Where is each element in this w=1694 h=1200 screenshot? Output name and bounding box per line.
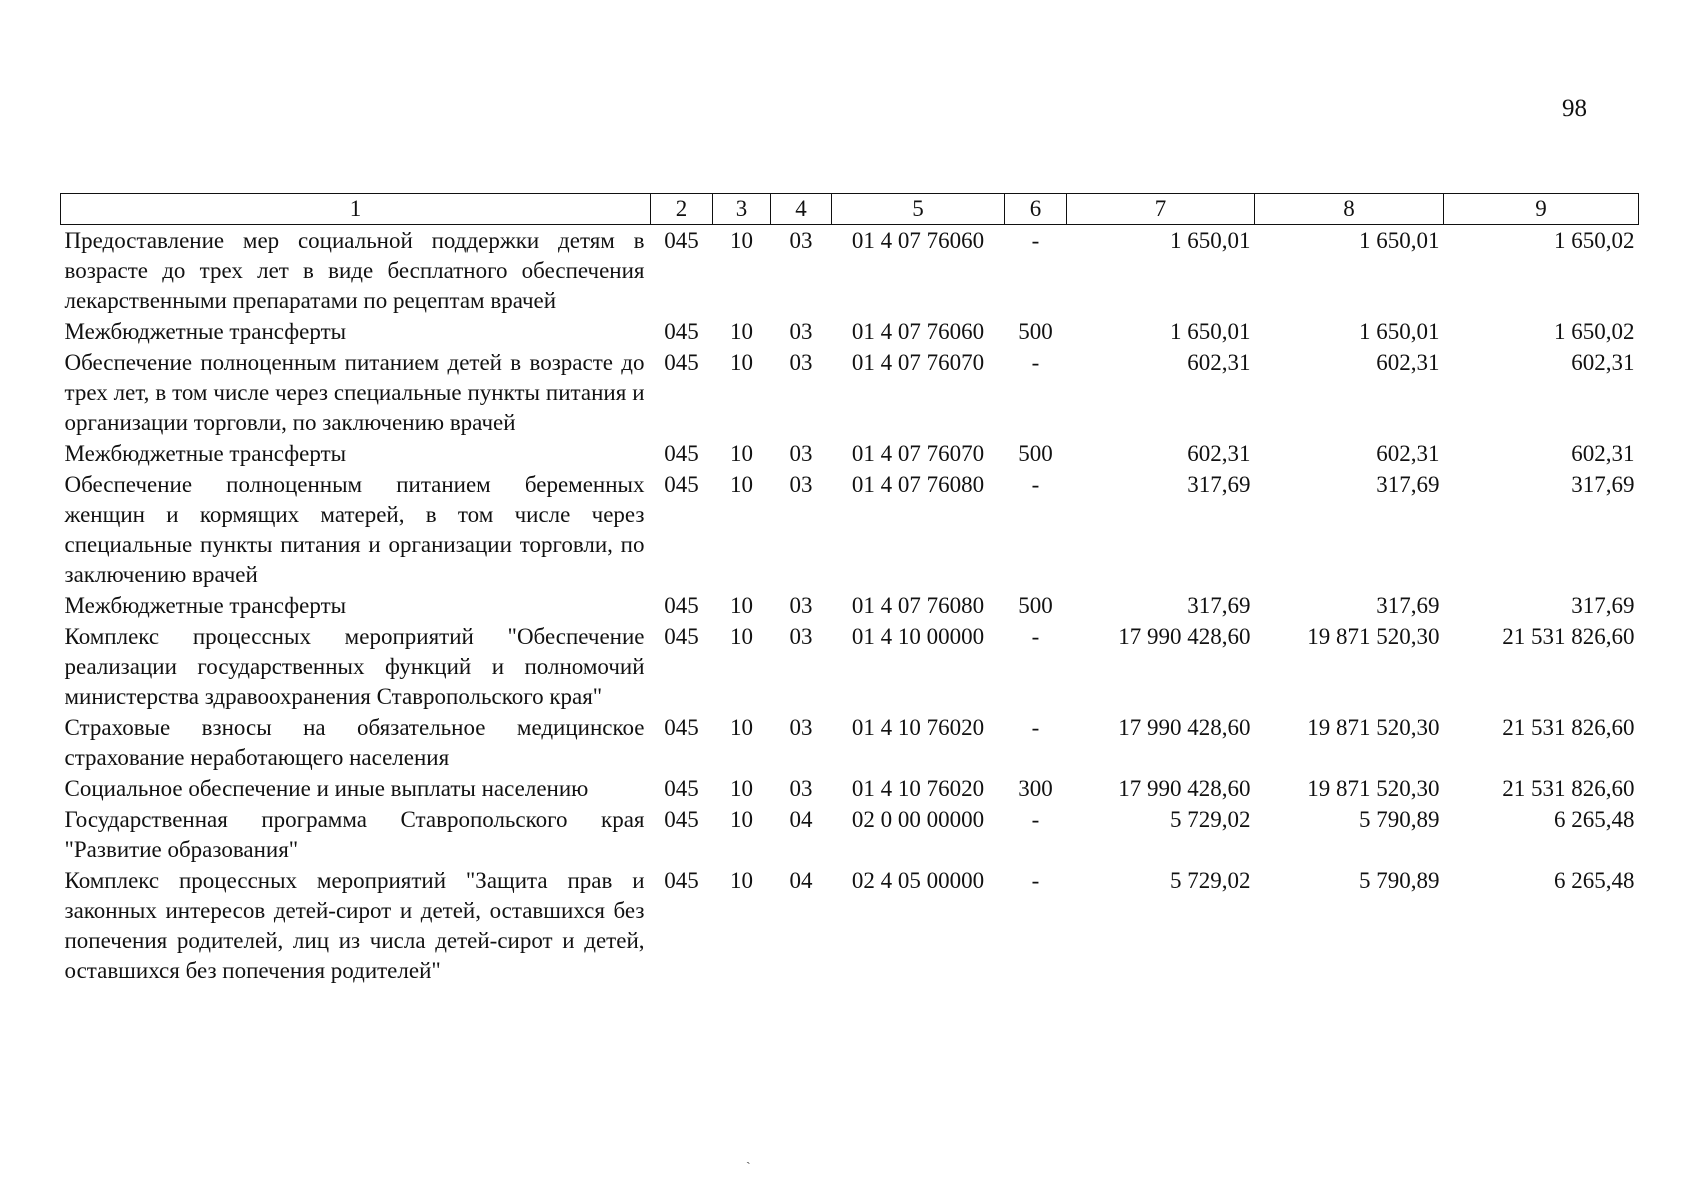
row-target-article: 01 4 10 76020 — [851, 776, 985, 801]
header-col-3: 3 — [713, 194, 771, 225]
row-amount-3: 6 265,48 — [1554, 807, 1635, 832]
row-ministry-code: 045 — [664, 472, 699, 497]
row-expense-type: - — [1031, 715, 1040, 740]
row-expense-type: 300 — [1018, 776, 1053, 801]
row-section: 10 — [730, 350, 753, 375]
row-subsection: 04 — [789, 807, 813, 832]
row-amount-3: 6 265,48 — [1554, 868, 1635, 893]
row-name: Социальное обеспечение и иные выплаты населению — [64, 776, 589, 801]
row-amount-3: 21 531 826,60 — [1502, 776, 1635, 801]
table-header — [61, 194, 1639, 225]
row-target-article: 01 4 07 76080 — [851, 472, 985, 497]
row-target-article: 01 4 07 76060 — [851, 228, 985, 253]
row-amount-3: 317,69 — [1571, 472, 1635, 497]
table-row — [61, 469, 1639, 590]
row-target-article: 01 4 07 76080 — [851, 593, 985, 618]
row-amount-3: 1 650,02 — [1554, 228, 1635, 253]
row-amount-3: 602,31 — [1571, 350, 1635, 375]
row-section: 10 — [730, 319, 753, 344]
row-name: Страховые взносы на обязательное медицинское страхование неработающего населения — [64, 715, 645, 770]
row-subsection: 03 — [789, 441, 813, 466]
table-row — [61, 316, 1639, 347]
header-col-2: 2 — [651, 194, 713, 225]
header-col-8: 8 — [1255, 194, 1444, 225]
scan-artifact-mark: ˎ — [746, 1150, 751, 1165]
row-ministry-code: 045 — [664, 624, 699, 649]
page-number: 98 — [1562, 95, 1587, 122]
row-target-article: 01 4 07 76070 — [851, 441, 985, 466]
row-amount-2: 1 650,01 — [1359, 228, 1440, 253]
row-target-article: 01 4 10 76020 — [851, 715, 985, 740]
row-section: 10 — [730, 776, 753, 801]
row-subsection: 04 — [789, 868, 813, 893]
header-row — [61, 194, 1639, 225]
row-amount-2: 19 871 520,30 — [1307, 715, 1440, 740]
row-amount-3: 21 531 826,60 — [1502, 715, 1635, 740]
row-subsection: 03 — [789, 776, 813, 801]
row-amount-2: 602,31 — [1376, 441, 1440, 466]
table-row — [61, 438, 1639, 469]
row-name: Предоставление мер социальной поддержки детям в возрасте до трех лет в виде бесплатного обеспечения лекарственными препаратами по рецептам врачей — [64, 228, 645, 313]
row-section: 10 — [730, 807, 753, 832]
row-amount-2: 5 790,89 — [1359, 868, 1440, 893]
budget-table — [60, 193, 1639, 986]
row-expense-type: - — [1031, 228, 1040, 253]
row-amount-1: 602,31 — [1187, 350, 1251, 375]
row-amount-1: 17 990 428,60 — [1118, 715, 1251, 740]
row-expense-type: - — [1031, 350, 1040, 375]
row-amount-1: 5 729,02 — [1170, 868, 1251, 893]
row-ministry-code: 045 — [664, 228, 699, 253]
table-row — [61, 712, 1639, 773]
row-target-article: 02 4 05 00000 — [851, 868, 985, 893]
row-name: Межбюджетные трансферты — [64, 593, 347, 618]
row-name: Межбюджетные трансферты — [64, 319, 347, 344]
row-amount-2: 317,69 — [1376, 472, 1440, 497]
row-amount-3: 602,31 — [1571, 441, 1635, 466]
row-amount-2: 19 871 520,30 — [1307, 776, 1440, 801]
header-col-6: 6 — [1005, 194, 1067, 225]
row-target-article: 02 0 00 00000 — [851, 807, 985, 832]
row-name: Обеспечение полноценным питанием беременных женщин и кормящих матерей, в том числе через специальные пункты питания и организации торговли, по заключению врачей — [64, 472, 645, 587]
table-row — [61, 621, 1639, 712]
row-expense-type: 500 — [1018, 593, 1053, 618]
row-section: 10 — [730, 868, 753, 893]
row-expense-type: 500 — [1018, 441, 1053, 466]
row-subsection: 03 — [789, 472, 813, 497]
row-name: Обеспечение полноценным питанием детей в возрасте до трех лет, в том числе через специальные пункты питания и организации торговли, по заключению врачей — [64, 350, 645, 435]
row-subsection: 03 — [789, 228, 813, 253]
row-amount-3: 317,69 — [1571, 593, 1635, 618]
row-ministry-code: 045 — [664, 441, 699, 466]
row-amount-1: 317,69 — [1187, 593, 1251, 618]
row-section: 10 — [730, 228, 753, 253]
header-col-9: 9 — [1444, 194, 1639, 225]
row-ministry-code: 045 — [664, 868, 699, 893]
row-expense-type: - — [1031, 868, 1040, 893]
row-amount-2: 19 871 520,30 — [1307, 624, 1440, 649]
row-section: 10 — [730, 441, 753, 466]
row-amount-1: 317,69 — [1187, 472, 1251, 497]
row-section: 10 — [730, 593, 753, 618]
row-expense-type: 500 — [1018, 319, 1053, 344]
table-row — [61, 865, 1639, 986]
header-col-7: 7 — [1067, 194, 1255, 225]
row-ministry-code: 045 — [664, 319, 699, 344]
header-col-1: 1 — [61, 194, 651, 225]
row-expense-type: - — [1031, 807, 1040, 832]
row-target-article: 01 4 07 76070 — [851, 350, 985, 375]
row-expense-type: - — [1031, 624, 1040, 649]
row-ministry-code: 045 — [664, 776, 699, 801]
row-amount-1: 17 990 428,60 — [1118, 776, 1251, 801]
row-amount-2: 5 790,89 — [1359, 807, 1440, 832]
table-row — [61, 804, 1639, 865]
table-row — [61, 590, 1639, 621]
row-section: 10 — [730, 472, 753, 497]
row-subsection: 03 — [789, 319, 813, 344]
row-name: Государственная программа Ставропольского края "Развитие образования" — [64, 807, 645, 862]
row-subsection: 03 — [789, 350, 813, 375]
table-row — [61, 225, 1639, 317]
row-ministry-code: 045 — [664, 715, 699, 740]
table-row — [61, 773, 1639, 804]
row-amount-3: 21 531 826,60 — [1502, 624, 1635, 649]
row-subsection: 03 — [789, 624, 813, 649]
row-section: 10 — [730, 715, 753, 740]
row-amount-2: 602,31 — [1376, 350, 1440, 375]
row-ministry-code: 045 — [664, 593, 699, 618]
row-subsection: 03 — [789, 715, 813, 740]
row-amount-1: 602,31 — [1187, 441, 1251, 466]
row-amount-1: 17 990 428,60 — [1118, 624, 1251, 649]
row-name: Комплекс процессных мероприятий "Обеспечение реализации государственных функций и полномочий министерства здравоохранения Ставропольского края" — [64, 624, 645, 709]
row-amount-1: 1 650,01 — [1170, 319, 1251, 344]
row-ministry-code: 045 — [664, 350, 699, 375]
row-section: 10 — [730, 624, 753, 649]
table-body — [61, 225, 1639, 987]
row-ministry-code: 045 — [664, 807, 699, 832]
row-amount-1: 5 729,02 — [1170, 807, 1251, 832]
row-name: Межбюджетные трансферты — [64, 441, 347, 466]
row-subsection: 03 — [789, 593, 813, 618]
header-col-4: 4 — [771, 194, 832, 225]
row-name: Комплекс процессных мероприятий "Защита прав и законных интересов детей-сирот и детей, оставшихся без попечения родителей, лиц из числа детей-сирот и детей, оставшихся без попечения родителей" — [64, 868, 645, 983]
row-amount-1: 1 650,01 — [1170, 228, 1251, 253]
row-amount-2: 317,69 — [1376, 593, 1440, 618]
header-col-5: 5 — [832, 194, 1005, 225]
row-amount-2: 1 650,01 — [1359, 319, 1440, 344]
row-amount-3: 1 650,02 — [1554, 319, 1635, 344]
row-expense-type: - — [1031, 472, 1040, 497]
row-target-article: 01 4 10 00000 — [851, 624, 985, 649]
table-row — [61, 347, 1639, 438]
row-target-article: 01 4 07 76060 — [851, 319, 985, 344]
